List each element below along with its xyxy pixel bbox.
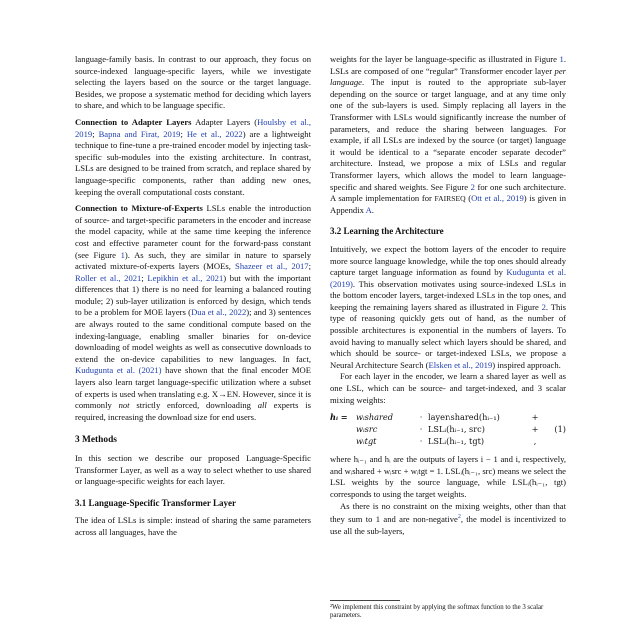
paragraph: language-family basis. In contrast to our approach, they focus on source-indexed language-specific layers, while we investigate selecting the layers based on the source or the target language. Besides, we propose a systematic method for deciding which layers to share, and which to be language specific. bbox=[75, 54, 311, 111]
paragraph: For each layer in the encoder, we learn a shared layer as well as one LSL, which can be source- and target-indexed, and 3 scalar mixing weights: bbox=[330, 371, 566, 405]
figure-ref-link[interactable]: 2 bbox=[470, 181, 475, 192]
citation-link[interactable]: Bapna and Firat, 2019 bbox=[98, 128, 181, 139]
paragraph: weights for the layer be language-specific as illustrated in Figure 1. LSLs are composed of one “regular” Transformer encoder layer per language. The input is routed to the appropriate sub-layer depending on the source or target language, and at any time only one of the sub-layers is used. Simply replacing all layers in the Transformer with LSLs would significantly increase the number of parameters, and reduce the sharing between languages. For example, if all LSLs are indexed by the source (or target) language it would be identical to a “separate encoder separate decoder” architecture. Instead, we propose a mix of LSLs and regular Transformer layers, which allows the model to learn language-specific and shared weights. See Figure 2 for one such architecture. A sample implementation for FAIRSEQ (Ott et al., 2019) is given in Appendix A. bbox=[330, 54, 566, 215]
footnote: ²We implement this constraint by applying the softmax function to the 3 scalar parameters. bbox=[330, 604, 544, 620]
paragraph: where hᵢ₋₁ and hᵢ are the outputs of layers i − 1 and i, respectively, and wᵢshared + wᵢsrc + wᵢtgt = 1. LSLᵢ(hᵢ₋₁, src) means we select the LSL weights by the source language, while LSLᵢ(hᵢ₋₁, tgt) corresponds to using the target weights. bbox=[330, 454, 566, 499]
citation-link[interactable]: Kudugunta et al. (2019) bbox=[330, 267, 566, 289]
left-column bbox=[75, 54, 311, 539]
section-heading: 3 Methods bbox=[75, 435, 117, 446]
citation-link[interactable]: Lepikhin et al., 2021 bbox=[147, 272, 224, 283]
equation-1 bbox=[330, 412, 566, 448]
subsection-heading: 3.1 Language-Specific Transformer Layer bbox=[75, 497, 236, 508]
mixing-weight: wᵢtgt bbox=[356, 436, 377, 447]
equation-term: LSLᵢ(hᵢ₋₁, src) bbox=[428, 424, 485, 435]
figure-ref-link[interactable]: 1 bbox=[559, 54, 564, 64]
paragraph-moe: Connection to Mixture-of-Experts LSLs enable the introduction of source- and target-specific parameters in the encoder and increase the model capacity, while at the same time keeping the inference cost and effective parameter count for the forward-pass constant (see Figure 1). As such, they are similar in nature to sparsely activated mixture-of-experts layers (MOEs, Shazeer et al., 2017; Roller et al., 2021; Lepikhin et al., 2021) but with the important differences that 1) there is no need for learning a balanced routing module; 2) sub-layer utilization is enforced by design, which tends to be a problem for MOE layers (Dua et al., 2022); and 3) sentences are always routed to the same conditional compute based on the indexing-language, enabling smaller binaries for on-device downloading of model weights as well as consecutive downloads to extend the on-device capabilities to new languages. In fact, Kudugunta et al. (2021) have shown that the final encoder MOE layers also learn target language-specific utilization where a subset of experts is used when translating e.g. X→EN. However, since it is commonly not strictly enforced, downloading all experts is required, increasing the download size for end users. bbox=[75, 203, 311, 422]
citation-link[interactable]: He et al., 2022 bbox=[186, 128, 243, 139]
paragraph: The idea of LSLs is simple: instead of sharing the same parameters across all languages, have the bbox=[75, 515, 311, 537]
equation-row: wᵢtgt · LSLᵢ(hᵢ₋₁, tgt) , bbox=[356, 436, 537, 447]
mixing-weight: wᵢshared bbox=[356, 412, 394, 423]
citation-link[interactable]: Dua et al., 2022 bbox=[191, 307, 247, 318]
paragraph: Intuitively, we expect the bottom layers of the encoder to require more source language knowledge, while the top ones should already capture target language information as found by Kudugunta et al. (2019). This observation motivates using source-indexed LSLs in the bottom encoder layers, target-indexed LSLs in the top ones, and keeping the remaining layers shared as illustrated in Figure 2. This type of reasoning quickly gets out of hand, as the number of possible architectures is exponential in the numbers of layers. To avoid having to manually select which layers should be shared, and which should be source- or target-indexed LSLs, we propose a Neural Architecture Search (Elsken et al., 2019) inspired approach. bbox=[330, 243, 566, 370]
citation-link[interactable]: Ott et al., 2019 bbox=[471, 193, 524, 204]
paragraph: In this section we describe our proposed Language-Specific Transformer Layer, as well as a way to select whether to use shared or language-specific weights for each layer. bbox=[75, 453, 311, 487]
mixing-weight: wᵢsrc bbox=[356, 424, 378, 435]
appendix-ref-link[interactable]: A bbox=[365, 204, 372, 215]
paragraph: As there is no constraint on the mixing weights, other than that they sum to 1 and are non-negative$^2$, the model is incentivized to use all the sub-layers, bbox=[330, 500, 566, 536]
citation-link[interactable]: Houlsby et al., 2019 bbox=[75, 116, 311, 139]
right-column bbox=[330, 54, 566, 537]
citation-link[interactable]: Kudugunta et al. (2021) bbox=[75, 365, 162, 376]
citation-link[interactable]: Elsken et al., 2019 bbox=[428, 359, 493, 370]
run-in-heading: Connection to Mixture-of-Experts bbox=[75, 203, 203, 214]
footnote-marker[interactable]: 2 bbox=[457, 514, 461, 521]
equation-number: (1) bbox=[554, 424, 566, 435]
figure-ref-link[interactable]: 2 bbox=[541, 301, 546, 312]
citation-link[interactable]: Shazeer et al., 2017 bbox=[235, 261, 309, 272]
paragraph-adapter: Connection to Adapter Layers Adapter Layers (Houlsby et al., 2019; Bapna and Firat, 2019; He et al., 2022) are a lightweight technique to fine-tune a pre-trained encoder model by injecting task-specific sub-modules into the existing architecture. In contrast, LSLs are designed to be trained from scratch, and replace shared by language-specific components, rather than adding new ones, keeping the overall computational costs constant. bbox=[75, 116, 311, 197]
footnote-divider bbox=[330, 600, 400, 601]
equation-term: LSLᵢ(hᵢ₋₁, tgt) bbox=[428, 436, 485, 447]
equation-row: wᵢsrc · LSLᵢ(hᵢ₋₁, src) + (1) bbox=[356, 424, 566, 435]
figure-ref-link[interactable]: 1 bbox=[120, 249, 125, 260]
citation-link[interactable]: Roller et al., 2021 bbox=[75, 272, 142, 283]
subsection-heading: 3.2 Learning the Architecture bbox=[330, 226, 444, 237]
run-in-heading: Connection to Adapter Layers bbox=[75, 116, 192, 127]
equation-term: layerᵢshared(hᵢ₋₁) bbox=[428, 412, 500, 423]
equation-lhs: hᵢ = bbox=[330, 412, 348, 423]
equation-row: hᵢ = wᵢshared · layerᵢshared(hᵢ₋₁) + bbox=[330, 412, 539, 423]
